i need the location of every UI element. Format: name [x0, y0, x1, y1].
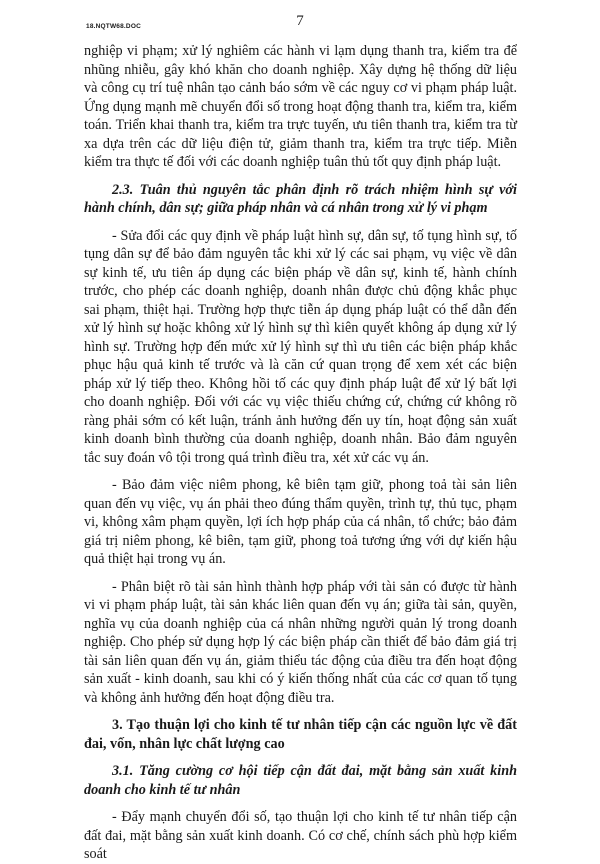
paragraph-asset-seizure: - Bảo đảm việc niêm phong, kê biên tạm giữ, phong toả tài sản liên quan đến vụ việc, vụ án phải theo đúng thẩm quyền, trình tự, thủ tục, phạm vi, không xâm phạm quyền, lợi ích hợp pháp của cá nhân, tổ chức; bảo đảm giá trị niêm phong, kê biên, tạm giữ, phong toả tương ứng với dự kiến hậu quả thiệt hại trong vụ án. — [84, 477, 517, 567]
section-heading-3: 3. Tạo thuận lợi cho kinh tế tư nhân tiếp cận các nguồn lực về đất đai, vốn, nhân lực chất lượng cao — [84, 717, 517, 752]
section-heading-3-1: 3.1. Tăng cường cơ hội tiếp cận đất đai, mặt bằng sản xuất kinh doanh cho kinh tế tư nhân — [84, 763, 517, 798]
paragraph-asset-distinction: - Phân biệt rõ tài sản hình thành hợp pháp với tài sản có được từ hành vi vi phạm pháp luật, tài sản khác liên quan đến vụ án; giữa tài sản, quyền, nghĩa vụ của doanh nghiệp của cá nhân những người quản lý trong doanh nghiệp. Cho phép sử dụng hợp lý các biện pháp cần thiết để bảo đảm giá trị tài sản liên quan đến vụ án, giảm thiểu tác động của điều tra đến hoạt động sản xuất - kinh doanh, sau khi có ý kiến thống nhất của các cơ quan tố tụng và không ảnh hưởng đến hoạt động điều tra. — [84, 578, 517, 706]
page-number: 7 — [296, 13, 304, 29]
document-body — [84, 42, 517, 864]
paragraph-land-access: - Đẩy mạnh chuyển đổi số, tạo thuận lợi cho kinh tế tư nhân tiếp cận đất đai, mặt bằng sản xuất kinh doanh. Có cơ chế, chính sách phù hợp kiểm soát — [84, 809, 517, 862]
section-heading-2-3: 2.3. Tuân thủ nguyên tắc phân định rõ trách nhiệm hình sự với hành chính, dân sự; giữa pháp nhân và cá nhân trong xử lý vi phạm — [84, 181, 517, 216]
file-name-tag: 18.NQTW68.DOC — [86, 23, 141, 30]
paragraph-continuation: nghiệp vi phạm; xử lý nghiêm các hành vi lạm dụng thanh tra, kiểm tra để nhũng nhiễu, gây khó khăn cho doanh nghiệp. Xây dựng hệ thống dữ liệu và công cụ trí tuệ nhân tạo cảnh báo sớm về các nguy cơ vi phạm pháp luật. Ứng dụng mạnh mẽ chuyển đổi số trong hoạt động thanh tra, kiểm tra, kiểm toán. Triển khai thanh tra, kiểm tra trực tuyến, ưu tiên thanh tra, kiểm tra từ xa dựa trên các dữ liệu điện tử, giảm thanh tra, kiểm tra trực tiếp. Miễn kiểm tra thực tế đối với các doanh nghiệp tuân thủ tốt quy định pháp luật. — [84, 43, 517, 170]
paragraph-criminal-law-amendment: - Sửa đổi các quy định về pháp luật hình sự, dân sự, tố tụng hình sự, tố tụng dân sự để bảo đảm nguyên tắc khi xử lý các sai phạm, vụ việc về dân sự kinh tế, ưu tiên áp dụng các biện pháp về dân sự, kinh tế, hành chính trước, cho phép các doanh nghiệp, doanh nhân được chủ động khắc phục sai phạm, thiệt hại. Trường hợp thực tiễn áp dụng pháp luật có thể dẫn đến xử lý hình sự hoặc không xử lý hình sự thì kiên quyết không áp dụng xử lý hình sự. Trường hợp đến mức xử lý hình sự thì ưu tiên các biện pháp khắc phục hậu quả kinh tế trước và là căn cứ quan trọng để xem xét các biện pháp xử lý tiếp theo. Không hồi tố các quy định pháp luật để xử lý bất lợi cho doanh nghiệp. Đối với các vụ việc thiếu chứng cứ, chứng cứ không rõ ràng phải sớm có kết luận, tránh ảnh hưởng đến uy tín, hoạt động sản xuất kinh doanh bình thường của doanh nghiệp, doanh nhân. Bảo đảm nguyên tắc suy đoán vô tội trong quá trình điều tra, xét xử các vụ án. — [84, 227, 517, 466]
